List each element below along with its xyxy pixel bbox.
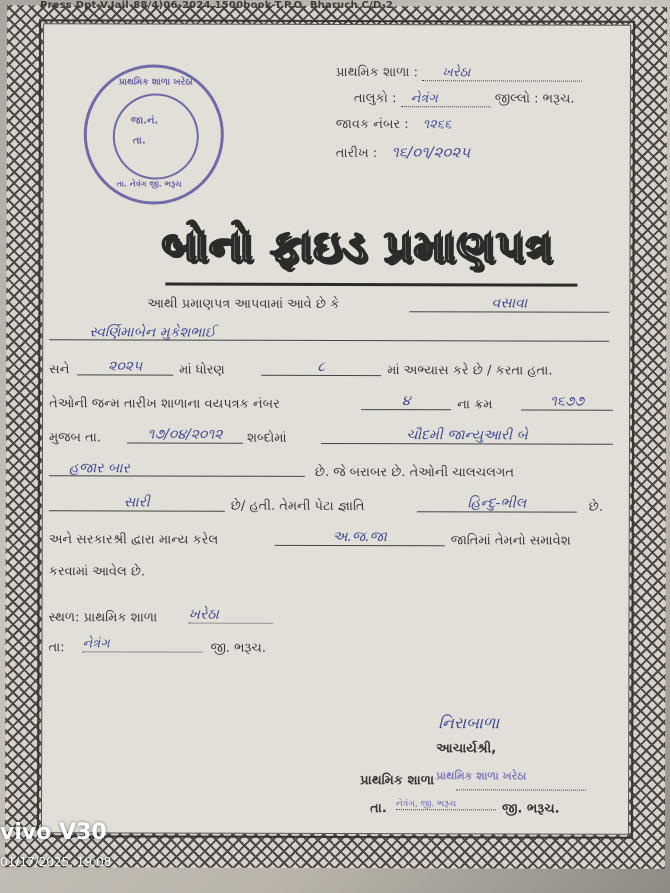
signature-ta-value: નેત્રંગ, જી. ભરૂચ — [396, 799, 496, 810]
standard-label: માં ધોરણ — [179, 362, 225, 378]
register-text: તેઓની જન્મ તારીખ શાળાના વયપત્રક નંબર — [49, 396, 280, 412]
header-date-row — [336, 143, 470, 161]
certificate-body — [41, 23, 631, 835]
studying-text: માં અભ્યાસ કરે છે / કરતા હતા. — [387, 363, 553, 379]
category-text: અને સરકારશ્રી દ્વારા માન્ય કરેલ — [48, 532, 219, 548]
ta-label: તા: — [48, 640, 65, 656]
body-line-9: કરવામાં આવેલ છે. — [48, 564, 146, 580]
signature-ta-label: તા. — [370, 801, 387, 817]
outward-number-value: ૧૨૬૬ — [422, 117, 452, 133]
conduct-text: છે. જે બરાબર છે. તેઓની ચાલચલગત — [314, 464, 515, 481]
district-label: જીલ્લો : ભરૂચ. — [494, 91, 575, 107]
camera-brand-watermark: vivo V30 — [0, 820, 107, 845]
in-words-label: શબ્દોમાં — [246, 430, 287, 446]
stamp-text: પ્રાથમિક શાળા ખરેઠા — [436, 769, 527, 783]
seal-bottom-text: તા. નેત્રંગ જી. ભરૂચ — [116, 179, 182, 189]
principal-title: આચાર્યશ્રી, — [436, 741, 497, 757]
seal-top-text: પ્રાથમિક શાળા ખરેઠા — [118, 77, 193, 88]
serial-label: ના ક્રમ — [457, 397, 493, 413]
conduct-field: સારી — [49, 494, 225, 511]
signature-school-label: પ્રાથમિક શાળા — [360, 773, 435, 789]
seal-inner-circle — [113, 93, 199, 179]
school-label: પ્રાથમિક શાળા : — [335, 64, 419, 81]
school-value: ખરેઠા — [422, 65, 582, 81]
dob-field: ૧૭/૦૪/૨૦૧૨ — [127, 426, 243, 443]
dob-words-field-2: હજાર બાર — [49, 460, 305, 477]
signature-ji-label: જી. ભરૂચ. — [502, 801, 560, 817]
taluka-value: નેત્રંગ — [401, 91, 491, 107]
seal-line-2: તા. — [132, 135, 146, 147]
certificate-paper — [5, 5, 667, 869]
place-label: સ્થળ: પ્રાથમિક શાળા — [48, 610, 158, 626]
body-line-1-text: આથી પ્રમાણપત્ર આપવામાં આવે છે કે — [147, 296, 340, 313]
principal-signature: નિરાબાળા — [438, 713, 500, 733]
certificate-title: બોનો ફાઇડ પ્રમાણપત્ર — [161, 220, 554, 273]
outward-number-label: જાવક નંબર : — [335, 116, 409, 133]
press-header-line: Press Dpt-V.Jail-88/4)06-2024,1500book-T.P.O. Bharuch C/D-2 — [40, 0, 394, 11]
standard-field: ૮ — [261, 359, 381, 376]
school-stamp-impression — [436, 769, 546, 819]
year-label: સને — [49, 362, 70, 378]
surname-field: વસાવા — [409, 295, 609, 313]
register-number-field: ૪ — [361, 393, 451, 410]
subcaste-end: છે. — [588, 499, 604, 515]
serial-number-field: ૧૬૭૭ — [521, 393, 613, 410]
header-outward-row — [336, 117, 452, 132]
place-value: ખરેઠા — [189, 607, 273, 624]
category-field: અ.જ.જા — [275, 529, 445, 546]
seal-line-1: જા.નં. — [130, 115, 159, 127]
subcaste-label: છે/ હતી. તેમની પેટા જ્ઞાતિ — [230, 498, 365, 515]
date-value: ૧૬/૦૧/૨૦૨૫ — [391, 143, 471, 162]
header-school-row — [336, 65, 582, 82]
taluka-label: તાલુકો : — [353, 91, 397, 107]
dob-label: મુજબ તા. — [48, 430, 102, 446]
year-field: ૨૦૨૫ — [77, 358, 173, 375]
school-seal-stamp — [84, 64, 224, 204]
category-text-2: જાતિમાં તેમનો સમાવેશ — [450, 533, 571, 549]
ta-value: નેત્રંગ — [82, 636, 202, 652]
title-underline — [165, 283, 577, 287]
ji-label: જી. ભરૂચ. — [210, 640, 266, 656]
dob-words-field: ચૌદમી જાન્યુઆરી બે — [321, 427, 613, 445]
camera-timestamp: 01/17/2025, 19:08 — [0, 855, 112, 869]
date-label: તારીખ : — [335, 145, 378, 162]
header-taluka-row — [354, 91, 575, 108]
subcaste-field: હિન્દુ-ભીલ — [417, 495, 577, 512]
student-name-field: સ્વર્ણિમાબેન મુકેશભાઈ — [49, 324, 609, 341]
